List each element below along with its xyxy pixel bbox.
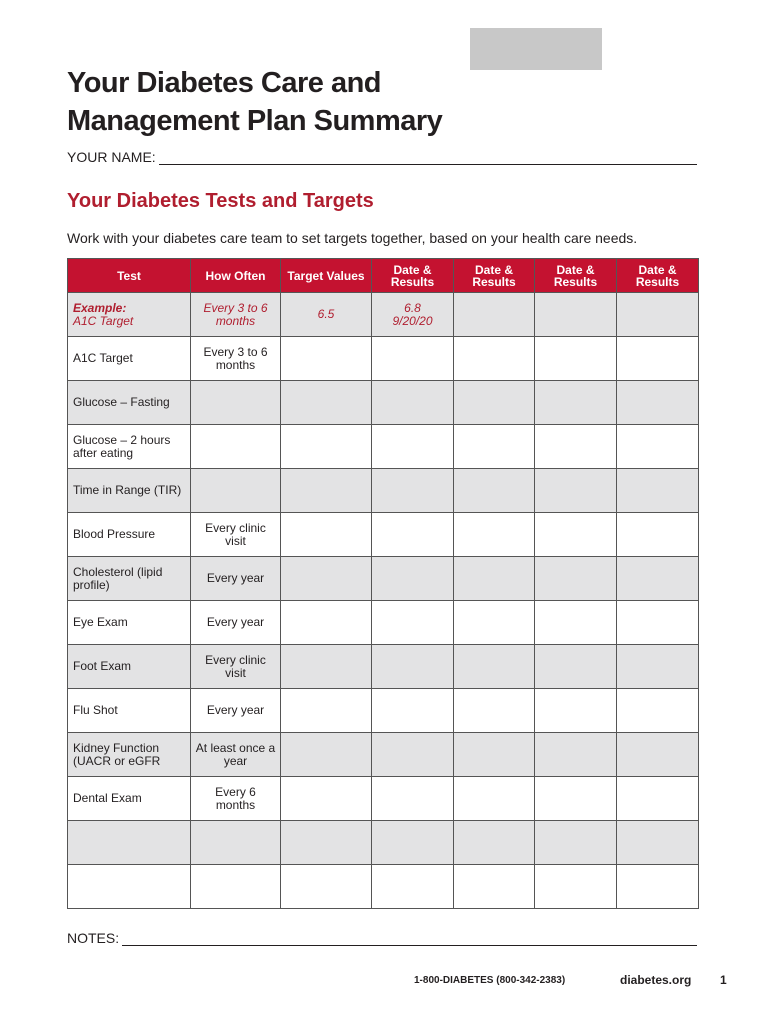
header-date-results: Date & Results: [617, 259, 699, 293]
target-value-cell[interactable]: [281, 337, 372, 381]
page-number: 1: [720, 973, 727, 987]
result-cell[interactable]: [535, 777, 617, 821]
result-cell[interactable]: [372, 601, 454, 645]
how-often-cell: Every 6 months: [191, 777, 281, 821]
target-value-cell[interactable]: [281, 865, 372, 909]
result-cell[interactable]: [454, 381, 535, 425]
table-header-row: [68, 259, 699, 293]
result-cell[interactable]: [454, 513, 535, 557]
test-name-cell: Eye Exam: [68, 601, 191, 645]
test-name-cell: Dental Exam: [68, 777, 191, 821]
header-target-values: Target Values: [281, 259, 372, 293]
result-cell[interactable]: [535, 733, 617, 777]
table-row: [68, 777, 699, 821]
example-label: Example:: [73, 300, 127, 315]
how-often-cell: Every 3 to 6 months: [191, 337, 281, 381]
test-name-cell: Foot Exam: [68, 645, 191, 689]
how-often-cell: Every clinic visit: [191, 513, 281, 557]
target-value-cell[interactable]: [281, 733, 372, 777]
table-row: [68, 513, 699, 557]
test-name-cell: Flu Shot: [68, 689, 191, 733]
how-often-cell: Every year: [191, 601, 281, 645]
result-cell[interactable]: [617, 513, 699, 557]
result-cell[interactable]: [454, 821, 535, 865]
notes-field[interactable]: [67, 930, 697, 946]
how-often-cell: [191, 381, 281, 425]
table-row: [68, 381, 699, 425]
result-cell[interactable]: [617, 865, 699, 909]
result-cell[interactable]: [535, 865, 617, 909]
result-cell[interactable]: [454, 645, 535, 689]
result-cell[interactable]: [617, 469, 699, 513]
result-cell[interactable]: [535, 293, 617, 337]
header-date-results: Date & Results: [454, 259, 535, 293]
target-value-cell[interactable]: [281, 425, 372, 469]
how-often-cell: [191, 425, 281, 469]
result-cell[interactable]: [454, 469, 535, 513]
result-cell[interactable]: [454, 733, 535, 777]
test-name-cell: Kidney Function (UACR or eGFR: [68, 733, 191, 777]
example-result-date: 9/20/20: [392, 313, 433, 328]
result-cell[interactable]: [454, 601, 535, 645]
result-cell[interactable]: [535, 821, 617, 865]
footer-phone: 1-800-DIABETES (800-342-2383): [414, 975, 566, 986]
result-cell[interactable]: [617, 601, 699, 645]
example-how-often: Every 3 to 6 months: [191, 293, 281, 337]
test-name-cell: [68, 865, 191, 909]
result-cell[interactable]: [372, 337, 454, 381]
result-cell[interactable]: [617, 777, 699, 821]
your-name-write-line[interactable]: [159, 151, 697, 165]
target-value-cell[interactable]: [281, 645, 372, 689]
result-cell[interactable]: [535, 689, 617, 733]
header-date-results: Date & Results: [535, 259, 617, 293]
result-cell[interactable]: [372, 425, 454, 469]
target-value-cell[interactable]: [281, 821, 372, 865]
test-name-cell: A1C Target: [68, 337, 191, 381]
result-cell[interactable]: [535, 601, 617, 645]
result-cell[interactable]: [372, 689, 454, 733]
how-often-cell: Every year: [191, 689, 281, 733]
result-cell[interactable]: [454, 425, 535, 469]
how-often-cell: Every clinic visit: [191, 645, 281, 689]
notes-write-line[interactable]: [122, 932, 697, 946]
target-value-cell[interactable]: [281, 557, 372, 601]
how-often-cell: Every year: [191, 557, 281, 601]
result-cell[interactable]: [372, 733, 454, 777]
page-title: [67, 64, 587, 140]
table-row: [68, 557, 699, 601]
page-title-line-2: Management Plan Summary: [67, 105, 443, 137]
result-cell[interactable]: [535, 513, 617, 557]
result-cell[interactable]: [454, 689, 535, 733]
result-cell[interactable]: [535, 557, 617, 601]
result-cell[interactable]: [535, 381, 617, 425]
example-test-cell: [68, 293, 191, 337]
target-value-cell[interactable]: [281, 513, 372, 557]
result-cell[interactable]: [372, 557, 454, 601]
result-cell[interactable]: [617, 689, 699, 733]
example-row: [68, 293, 699, 337]
how-often-cell: At least once a year: [191, 733, 281, 777]
test-name-cell: Glucose – 2 hours after eating: [68, 425, 191, 469]
table-row: [68, 645, 699, 689]
result-cell[interactable]: [372, 865, 454, 909]
table-row: [68, 601, 699, 645]
result-cell[interactable]: [454, 557, 535, 601]
result-cell[interactable]: [617, 337, 699, 381]
result-cell[interactable]: [617, 557, 699, 601]
result-cell[interactable]: [617, 425, 699, 469]
your-name-field[interactable]: [67, 149, 697, 165]
page-title-line-1: Your Diabetes Care and: [67, 67, 382, 99]
result-cell[interactable]: [454, 865, 535, 909]
target-value-cell[interactable]: [281, 381, 372, 425]
example-result: [372, 293, 454, 337]
result-cell[interactable]: [617, 293, 699, 337]
result-cell[interactable]: [372, 513, 454, 557]
result-cell[interactable]: [535, 425, 617, 469]
result-cell[interactable]: [617, 821, 699, 865]
table-row: [68, 469, 699, 513]
test-name-cell: Time in Range (TIR): [68, 469, 191, 513]
result-cell[interactable]: [617, 381, 699, 425]
result-cell[interactable]: [617, 733, 699, 777]
test-name-cell: Blood Pressure: [68, 513, 191, 557]
how-often-cell: [191, 469, 281, 513]
result-cell[interactable]: [454, 777, 535, 821]
your-name-label: YOUR NAME:: [67, 149, 156, 165]
result-cell[interactable]: [372, 381, 454, 425]
table-row: [68, 733, 699, 777]
section-title: Your Diabetes Tests and Targets: [67, 190, 374, 212]
result-cell[interactable]: [372, 777, 454, 821]
section-intro: Work with your diabetes care team to set targets together, based on your health care needs.: [67, 230, 638, 246]
header-test: Test: [68, 259, 191, 293]
result-cell[interactable]: [535, 469, 617, 513]
table-row: [68, 865, 699, 909]
result-cell[interactable]: [454, 293, 535, 337]
table-row: [68, 337, 699, 381]
target-value-cell[interactable]: [281, 689, 372, 733]
result-cell[interactable]: [535, 645, 617, 689]
header-how-often: How Often: [191, 259, 281, 293]
result-cell[interactable]: [372, 645, 454, 689]
notes-label: NOTES:: [67, 930, 120, 946]
test-name-cell: [68, 821, 191, 865]
target-value-cell[interactable]: [281, 469, 372, 513]
table-row: [68, 689, 699, 733]
result-cell[interactable]: [617, 645, 699, 689]
example-result-value: 6.8: [404, 300, 421, 315]
target-value-cell[interactable]: [281, 601, 372, 645]
example-test-name: A1C Target: [73, 313, 134, 328]
result-cell[interactable]: [372, 469, 454, 513]
how-often-cell: [191, 821, 281, 865]
tests-targets-table: [67, 258, 699, 909]
header-date-results: Date & Results: [372, 259, 454, 293]
table-row: [68, 425, 699, 469]
table-row: [68, 821, 699, 865]
test-name-cell: Cholesterol (lipid profile): [68, 557, 191, 601]
target-value-cell[interactable]: [281, 777, 372, 821]
how-often-cell: [191, 865, 281, 909]
footer-site: diabetes.org: [620, 973, 692, 987]
result-cell[interactable]: [535, 337, 617, 381]
example-target: 6.5: [281, 293, 372, 337]
test-name-cell: Glucose – Fasting: [68, 381, 191, 425]
result-cell[interactable]: [372, 821, 454, 865]
result-cell[interactable]: [454, 337, 535, 381]
